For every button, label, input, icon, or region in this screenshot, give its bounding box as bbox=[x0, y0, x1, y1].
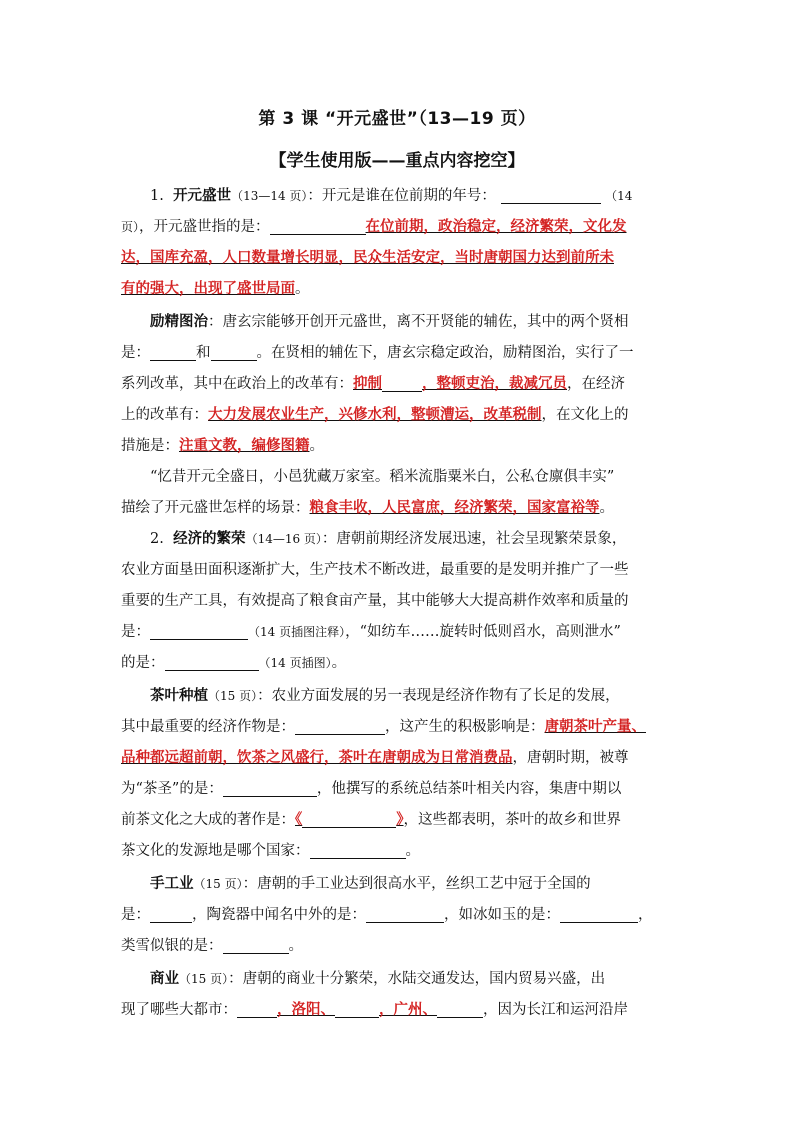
lj-text-5a: 措施是： bbox=[121, 438, 179, 454]
tea-text-2a: 其中最重要的经济作物是： bbox=[121, 719, 295, 735]
trade-text-2b: ，因为长江和运河沿岸 bbox=[483, 1002, 628, 1018]
craft-pages: （15 页） bbox=[193, 877, 243, 891]
s1-answer-c: 有的强大，出现了盛世局面 bbox=[121, 281, 295, 297]
lj-heading: 励精图治 bbox=[150, 314, 208, 330]
blank-field[interactable] bbox=[150, 342, 196, 361]
craft-line-1 bbox=[150, 869, 680, 900]
blank-field[interactable] bbox=[560, 904, 638, 923]
trade-answer-1: ，洛阳、 bbox=[277, 1002, 335, 1018]
blank-field[interactable] bbox=[223, 935, 289, 954]
s2-line-1 bbox=[150, 524, 680, 555]
page-title: 第 3 课 “开元盛世”（13—19 页） bbox=[258, 109, 536, 129]
poem-text-1: “忆昔开元全盛日，小邑犹藏万家室。稻米流脂粟米白，公私仓廪俱丰实” bbox=[150, 469, 615, 485]
blank-field[interactable] bbox=[501, 185, 601, 204]
blank-field[interactable] bbox=[366, 904, 444, 923]
s2-heading: 经济的繁荣 bbox=[173, 531, 246, 547]
blank-field[interactable] bbox=[237, 999, 277, 1018]
page-subtitle: 【学生使用版——重点内容挖空】 bbox=[269, 151, 525, 171]
s1-line-4 bbox=[121, 274, 681, 305]
tea-text-6a: 茶文化的发源地是哪个国家： bbox=[121, 843, 310, 859]
trade-pages: （15 页） bbox=[179, 972, 229, 986]
trade-text-1: ：唐朝的商业十分繁荣，水陆交通发达，国内贸易兴盛，出 bbox=[228, 971, 606, 987]
craft-text-3b: 。 bbox=[288, 938, 303, 954]
s1-number: 1. bbox=[150, 188, 164, 204]
blank-field[interactable] bbox=[437, 999, 483, 1018]
lj-line-4 bbox=[121, 400, 681, 431]
lj-answer-4: 注重文教，编修图籍 bbox=[179, 438, 310, 454]
tea-line-4 bbox=[121, 774, 681, 805]
lj-text-4b: ，在文化上的 bbox=[541, 407, 629, 423]
blank-field[interactable] bbox=[335, 999, 379, 1018]
blank-field[interactable] bbox=[270, 216, 366, 235]
poem-answer: 粮食丰收，人民富庶，经济繁荣，国家富裕等 bbox=[309, 500, 600, 516]
lj-line-3 bbox=[121, 369, 681, 400]
lj-line-5 bbox=[121, 431, 681, 462]
tea-text-4b: ，他撰写的系统总结茶叶相关内容，集唐中期以 bbox=[316, 781, 622, 797]
blank-field[interactable] bbox=[310, 840, 406, 859]
lj-text-3a: 系列改革，其中在政治上的改革有： bbox=[121, 376, 353, 392]
tea-text-1: ：农业方面发展的另一表现是经济作物有了长足的发展， bbox=[257, 688, 620, 704]
s2-line-5 bbox=[121, 648, 681, 679]
book-bracket-open: 《 bbox=[295, 812, 303, 828]
s2-line-3 bbox=[121, 586, 681, 617]
tea-line-5 bbox=[121, 805, 681, 836]
craft-text-1: ：唐朝的手工业达到很高水平，丝织工艺中冠于全国的 bbox=[242, 876, 591, 892]
s1-pages-2b: 页） bbox=[121, 220, 140, 234]
craft-heading: 手工业 bbox=[150, 876, 194, 892]
s1-q1: ：开元是谁在位前期的年号： bbox=[307, 188, 496, 204]
lj-answer-1: 抑制 bbox=[353, 376, 382, 392]
s1-answer-b: 达，国库充盈，人口数量增长明显，民众生活安定，当时唐朝国力达到前所未 bbox=[121, 250, 614, 266]
tea-text-5b: ，这些都表明，茶叶的故乡和世界 bbox=[403, 812, 621, 828]
lj-line-1 bbox=[150, 307, 680, 338]
lj-line-2 bbox=[121, 338, 681, 369]
tea-line-2 bbox=[121, 712, 681, 743]
tea-text-5a: 前茶文化之大成的著作是： bbox=[121, 812, 295, 828]
poem-line-1 bbox=[150, 462, 680, 493]
tea-line-3 bbox=[121, 743, 681, 774]
tea-text-3b: ，唐朝时期，被尊 bbox=[512, 750, 629, 766]
craft-text-2d: ， bbox=[638, 907, 653, 923]
s1-end: 。 bbox=[295, 281, 310, 297]
s1-heading: 开元盛世 bbox=[173, 188, 232, 204]
lj-answer-3: 大力发展农业生产，兴修水利，整顿漕运，改革税制 bbox=[208, 407, 542, 423]
lj-text-5b: 。 bbox=[309, 438, 324, 454]
trade-line-2 bbox=[121, 995, 681, 1026]
trade-answer-2: ，广州、 bbox=[379, 1002, 437, 1018]
s1-line-2 bbox=[121, 212, 681, 243]
craft-line-3 bbox=[121, 931, 681, 962]
tea-line-1 bbox=[150, 681, 680, 712]
lj-answer-2: ，整顿吏治，裁减冗员 bbox=[422, 376, 567, 392]
blank-field[interactable] bbox=[295, 716, 385, 735]
s2-text-5a: 的是： bbox=[121, 655, 165, 671]
tea-heading: 茶叶种植 bbox=[150, 688, 208, 704]
blank-field[interactable] bbox=[302, 809, 396, 828]
lj-text-2c: 。在贤相的辅佐下，唐玄宗稳定政治，励精图治，实行了一 bbox=[256, 345, 634, 361]
trade-heading: 商业 bbox=[150, 971, 179, 987]
s2-text-4a: 是： bbox=[121, 624, 150, 640]
s2-text-3: 重要的生产工具，有效提高了粮食亩产量，其中能够大大提高耕作效率和质量的 bbox=[121, 593, 629, 609]
craft-line-2 bbox=[121, 900, 681, 931]
tea-answer-b: 品种都远超前朝，饮茶之风盛行，茶叶在唐朝成为日常消费品 bbox=[121, 750, 513, 766]
craft-text-2c: ，如冰如玉的是： bbox=[444, 907, 560, 923]
craft-text-2a: 是： bbox=[121, 907, 150, 923]
tea-text-6b: 。 bbox=[405, 843, 420, 859]
s2-text-2: 农业方面垦田面积逐渐扩大，生产技术不断改进，最重要的是发明并推广了一些 bbox=[121, 562, 629, 578]
tea-answer-a: 唐朝茶叶产量、 bbox=[544, 719, 646, 735]
blank-field[interactable] bbox=[211, 342, 257, 361]
s2-text-5b: 。 bbox=[331, 655, 347, 671]
lj-text-1: ：唐玄宗能够开创开元盛世，离不开贤能的辅佐，其中的两个贤相 bbox=[208, 314, 629, 330]
blank-field[interactable] bbox=[150, 621, 248, 640]
lj-text-4a: 上的改革有： bbox=[121, 407, 208, 423]
tea-text-2b: ，这产生的积极影响是： bbox=[385, 719, 545, 735]
s1-line-1 bbox=[150, 181, 680, 212]
craft-text-2b: ，陶瓷器中闻名中外的是： bbox=[192, 907, 366, 923]
lj-text-2b: 和 bbox=[196, 345, 211, 361]
lj-text-3b: ，在经济 bbox=[567, 376, 625, 392]
tea-text-4a: 为“茶圣”的是： bbox=[121, 781, 223, 797]
s2-pages: （14—16 页） bbox=[245, 532, 322, 546]
s2-line-2 bbox=[121, 555, 681, 586]
blank-field[interactable] bbox=[223, 778, 317, 797]
s2-note-2: （14 页插图） bbox=[258, 656, 332, 670]
s1-pages: （13—14 页） bbox=[231, 189, 308, 203]
blank-field[interactable] bbox=[382, 373, 422, 392]
blank-field[interactable] bbox=[150, 904, 192, 923]
craft-text-3a: 类雪似银的是： bbox=[121, 938, 223, 954]
trade-text-2a: 现了哪些大都市： bbox=[121, 1002, 237, 1018]
tea-pages: （15 页） bbox=[208, 689, 258, 703]
s2-text-4b: ，“如纺车……旋转时低则舀水，高则泄水” bbox=[345, 624, 621, 640]
s2-note-1: （14 页插图注释） bbox=[248, 625, 346, 639]
poem-line-2 bbox=[121, 493, 681, 524]
book-bracket-close: 》 bbox=[396, 812, 404, 828]
poem-text-2a: 描绘了开元盛世怎样的场景： bbox=[121, 500, 310, 516]
blank-field[interactable] bbox=[165, 652, 259, 671]
trade-line-1 bbox=[150, 964, 680, 995]
s1-line-3 bbox=[121, 243, 681, 274]
s1-pages-2: （14 bbox=[605, 189, 633, 203]
tea-line-6 bbox=[121, 836, 681, 867]
lj-text-2a: 是： bbox=[121, 345, 150, 361]
s2-text-1: ：唐朝前期经济发展迅速，社会呈现繁荣景象， bbox=[321, 531, 627, 547]
s1-q2: ，开元盛世指的是： bbox=[139, 219, 270, 235]
s2-number: 2. bbox=[150, 531, 164, 547]
poem-text-2b: 。 bbox=[599, 500, 614, 516]
s2-line-4 bbox=[121, 617, 681, 648]
s1-answer-a: 在位前期，政治稳定，经济繁荣，文化发 bbox=[365, 219, 627, 235]
